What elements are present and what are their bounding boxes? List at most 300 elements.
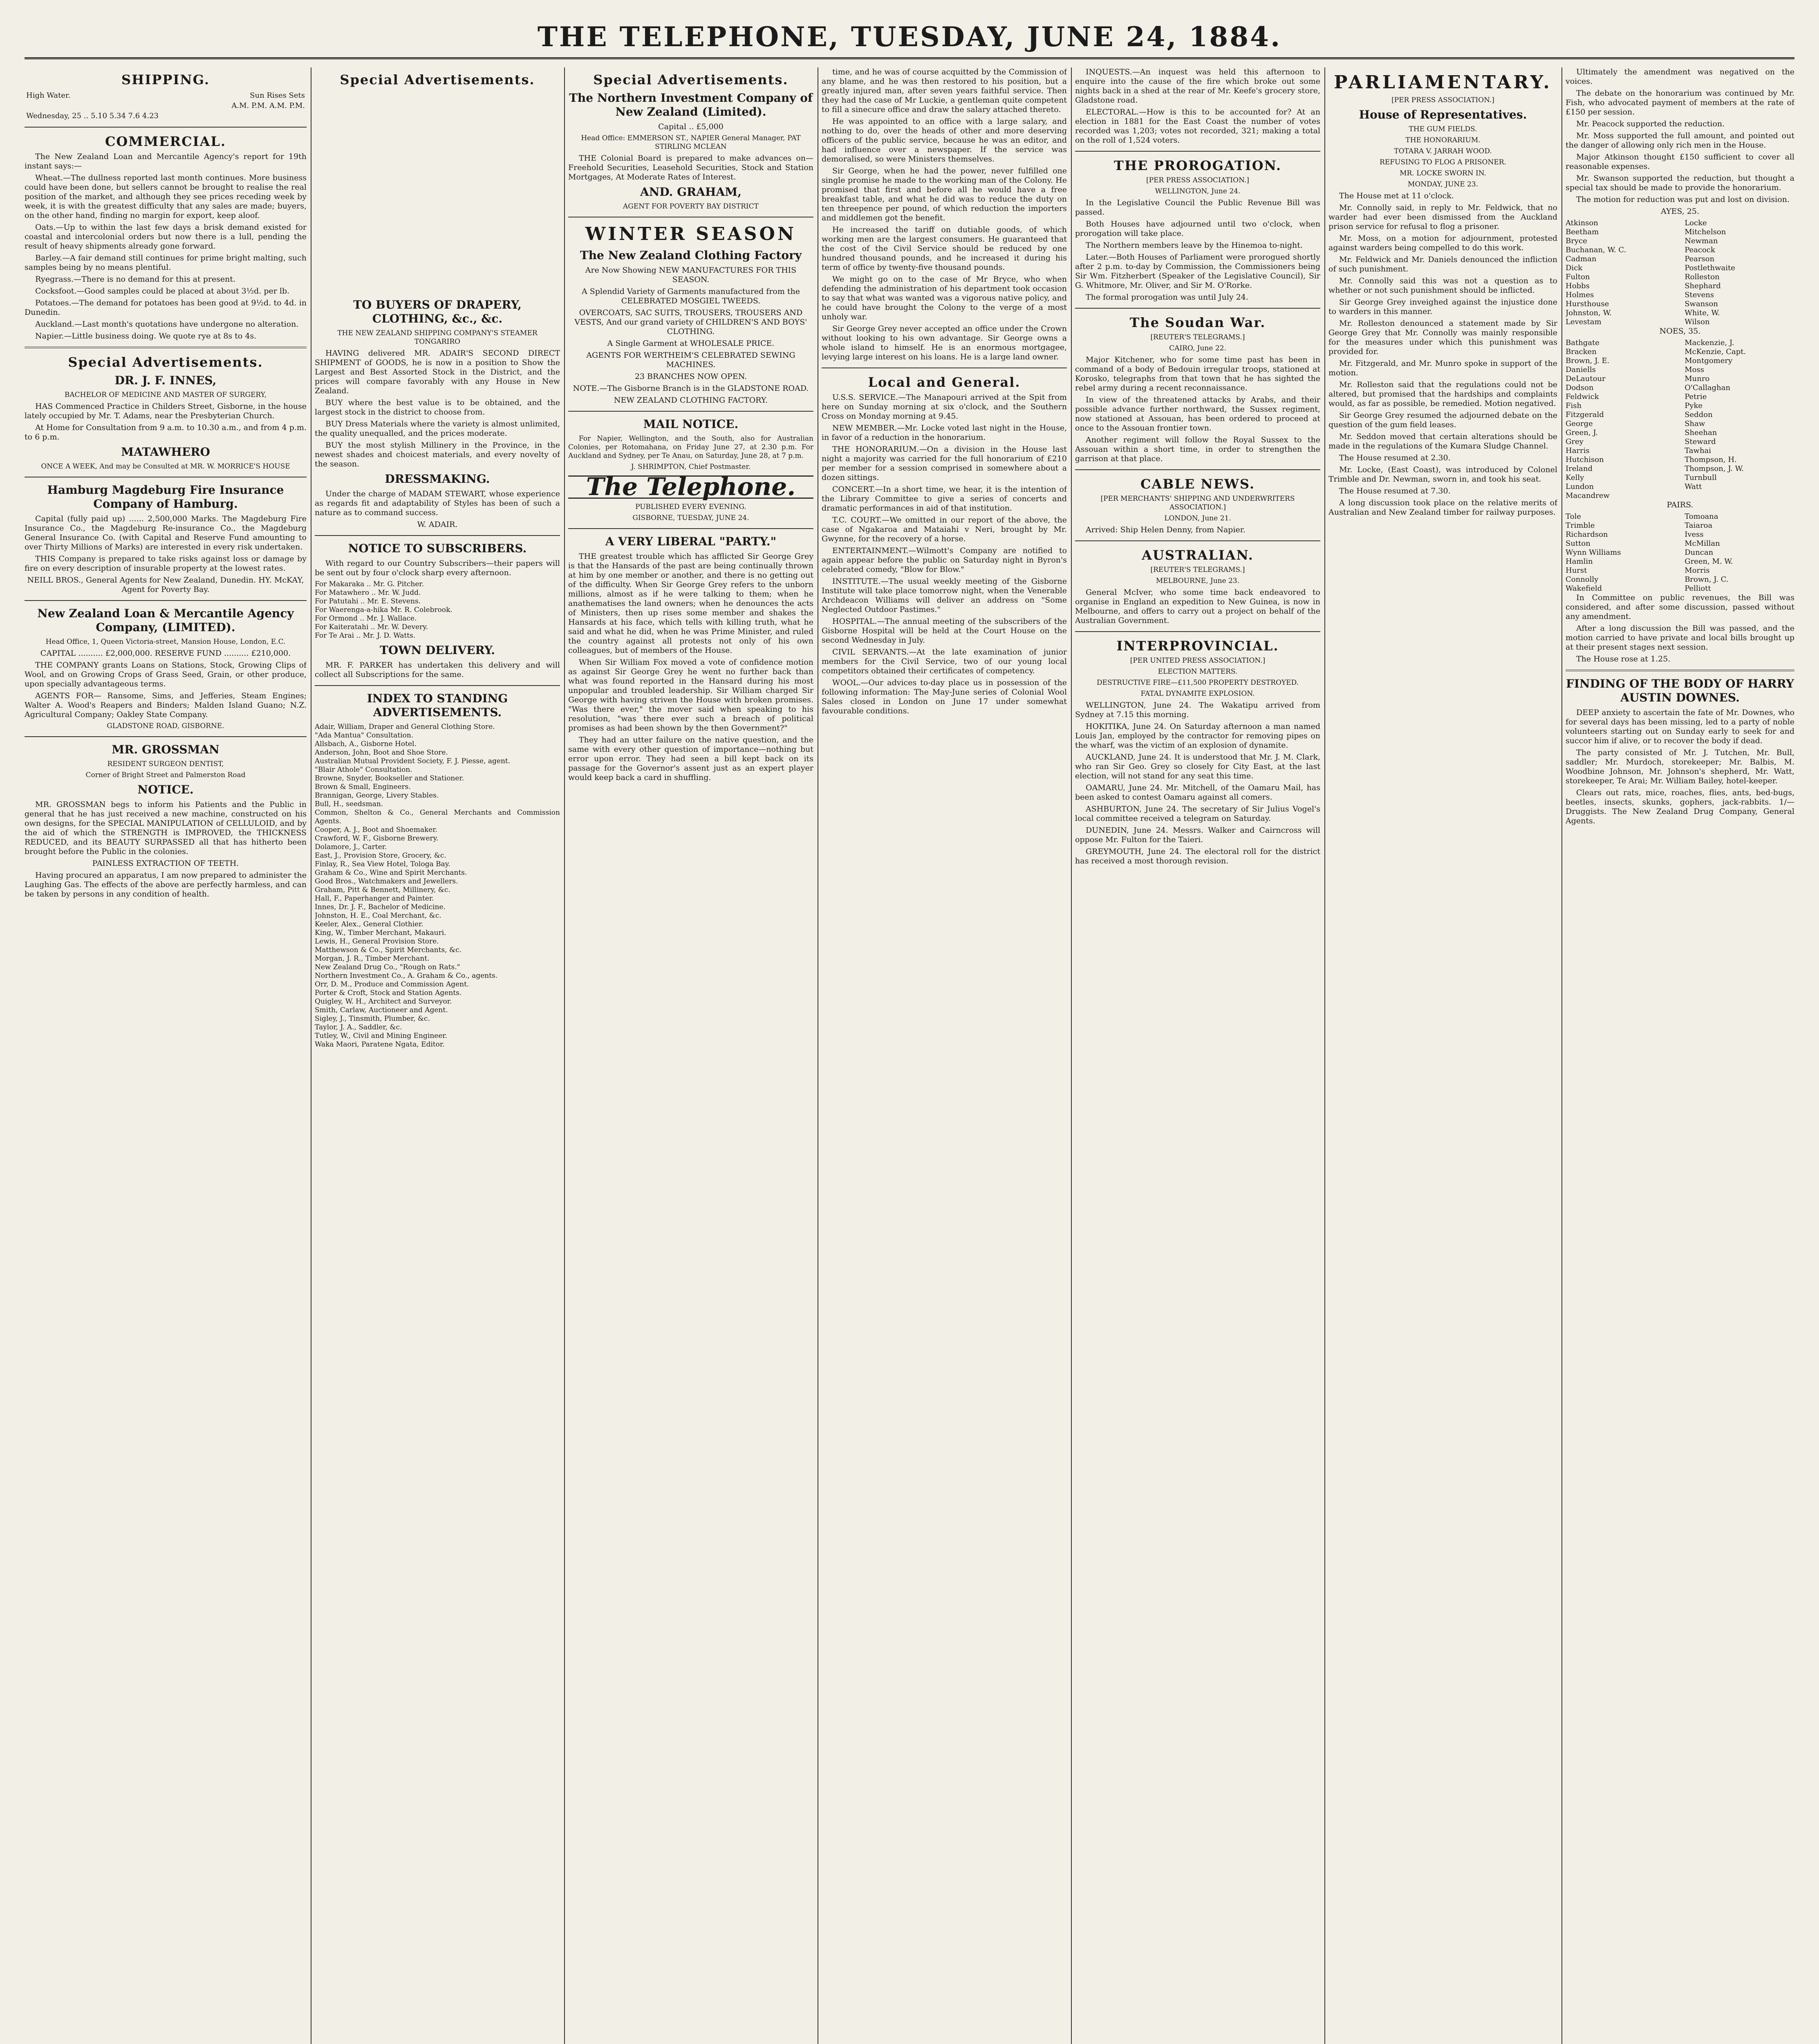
list-item: Bull, H., seedsman. (315, 800, 383, 808)
parl-cont-para: Mr. Moss supported the full amount, and pointed out the danger of allowing only rich men in the House. (1566, 131, 1794, 150)
list-item: Lewis, H., General Provision Store. (315, 937, 439, 946)
noes-row (1566, 356, 1794, 365)
matawhero-note: ONCE A WEEK, And may be Consulted at MR. W. MORRICE'S HOUSE (41, 462, 290, 471)
parl-head: REFUSING TO FLOG A PRISONER. (1380, 158, 1506, 166)
cable-para: Arrived: Ship Helen Denny, from Napier. (1086, 525, 1246, 534)
local-cont-para: ELECTORAL.—How is this to be accounted for? At an election in 1881 for the East Coast the number of votes recorded was 1,203; votes not recorded, 321; making a total on the roll of 1,524 voters. (1075, 108, 1320, 145)
noes-row (1566, 446, 1794, 455)
clothing-note: NOTE.—The Gisborne Branch is in the GLADSTONE ROAD. (573, 384, 809, 393)
list-item: For Waerenga-a-hika Mr. R. Colebrook. (315, 606, 453, 614)
parl-head: MR. LOCKE SWORN IN. (1400, 169, 1486, 177)
noes-row (1566, 419, 1794, 428)
list-item: Finlay, R., Sea View Hotel, Tologa Bay. (315, 860, 450, 868)
column-3 (568, 67, 813, 2044)
ayes-member: Johnston, W. (1566, 309, 1612, 317)
list-item: For Te Arai .. Mr. J. D. Watts. (315, 632, 416, 640)
ayes-member: Atkinson (1566, 219, 1598, 227)
inter-head: ELECTION MATTERS. (1158, 668, 1238, 676)
parl-cont-para: The motion for reduction was put and lost on division. (1576, 195, 1790, 204)
hamburg-title: Hamburg Magdeburg Fire Insurance Company of Hamburg. (47, 483, 284, 511)
noes-row (1566, 338, 1794, 347)
noes-member: Petrie (1685, 392, 1707, 401)
sun-heading: Sun Rises Sets (250, 91, 305, 100)
pairs-row (1566, 530, 1794, 539)
list-item: Australian Mutual Provident Society, F. J. Piesse, agent. (315, 757, 511, 765)
pairs-member: Taiaroa (1685, 521, 1713, 530)
leader-cont-para: He increased the tariff on dutiable goods, of which working men are the largest consumers. He guaranteed that the cost of the Civil Service should be reduced by one hundred thousand pounds, and he increased it during his term of office by twenty-five thousand pounds. (822, 225, 1067, 272)
parl-para: Sir George Grey resumed the adjourned debate on the question of the gum field leases. (1328, 411, 1557, 429)
ayes-member: Buchanan, W. C. (1566, 246, 1626, 254)
pairs-row (1566, 512, 1794, 521)
dressmaking-text: Under the charge of MADAM STEWART, whose experience as regards fit and adaptability of Styles has been of such a nature as to command success. (315, 489, 560, 517)
adair-buy: BUY where the best value is to be obtained, and the largest stock in the district to choose from. (315, 398, 560, 417)
list-item: Smith, Carlaw, Auctioneer and Agent. (315, 1006, 448, 1014)
pairs-member: Wakefield (1566, 584, 1602, 593)
ayes-member: Shephard (1685, 282, 1721, 290)
winter-season: WINTER SEASON (585, 224, 797, 244)
list-item: Good Bros., Watchmakers and Jewellers. (315, 877, 458, 885)
adair-dress: BUY Dress Materials where the variety is almost unlimited, the quality unequalled, and the prices moderate. (315, 419, 560, 438)
commercial-para: Cocksfoot.—Good samples could be placed at about 3½d. per lb. (35, 287, 290, 296)
grossman-title: MR. GROSSMAN (112, 743, 220, 756)
dressmaking-title: DRESSMAKING. (385, 472, 490, 486)
noes-member: Green, J. (1566, 428, 1598, 437)
ayes-row (1566, 291, 1794, 300)
list-item: Innes, Dr. J. F., Bachelor of Medicine. (315, 903, 446, 911)
list-item: Quigley, W. H., Architect and Surveyor. (315, 997, 452, 1006)
drapery-title: TO BUYERS OF DRAPERY, CLOTHING, &c., &c. (353, 298, 522, 325)
page-columns (25, 67, 1794, 2044)
local-para: ENTERTAINMENT.—Wilmott's Company are notified to again appear before the public on Saturday night in Byron's celebrated comedy, "Blow for Blow." (822, 546, 1067, 574)
local-para: NEW MEMBER.—Mr. Locke voted last night in the House, in favor of a reduction in the honorarium. (822, 424, 1067, 442)
list-item: Taylor, J. A., Saddler, &c. (315, 1023, 402, 1031)
subscribers-text: With regard to our Country Subscribers—their papers will be sent out by four o'clock sharp every afternoon. (315, 559, 560, 577)
commercial-body (25, 152, 307, 341)
noes-member: Daniells (1566, 365, 1596, 374)
leader-cont-para: He was appointed to an office with a large salary, and nothing to do, over the heads of other and more deserving officers of the public service, because he was an editor, and had influence over a newspaper. If the service was demoralised, so were Ministers themselves. (822, 117, 1067, 164)
ayes-member: Wilson (1685, 318, 1710, 326)
harry-title: FINDING OF THE BODY OF HARRY AUSTIN DOWNES. (1566, 677, 1794, 704)
list-item: Allsbach, A., Gisborne Hotel. (315, 740, 417, 748)
aus-title: AUSTRALIAN. (1142, 547, 1254, 563)
parl-assoc: [PER PRESS ASSOCIATION.] (1391, 96, 1494, 104)
aus-para: General McIver, who some time back endeavored to organise in England an expedition to New Guinea, is now in Melbourne, and offers to carry out a project on behalf of the Australian Government. (1075, 588, 1320, 625)
hamburg-text: Capital (fully paid up) ...... 2,500,000 Marks. The Magdeburg Fire Insurance Co., the Magdeburg Re-insurance Co., the Magdeburg General Insurance Co. (with Capital and Reserve Fund amounting to over Thirty Millions of Marks) are interested in every risk undertaken. (25, 514, 307, 551)
pairs-member: Tomoana (1685, 512, 1718, 521)
noes-member: Shaw (1685, 419, 1705, 428)
innes-hours: At Home for Consultation from 9 a.m. to 10.30 a.m., and from 4 p.m. to 6 p.m. (25, 423, 307, 442)
soudan-para: In view of the threatened attacks by Arabs, and their possible advance further northward, the Sussex regiment, now stationed at Assouan, has been ordered to proceed at once to the Assouan frontier town. (1075, 395, 1320, 433)
parliamentary-title: PARLIAMENTARY. (1334, 72, 1552, 93)
noes-row (1566, 392, 1794, 401)
list-item: Brannigan, George, Livery Stables. (315, 791, 439, 800)
noes-row (1566, 482, 1794, 491)
ayes-member: Postlethwaite (1685, 264, 1735, 272)
northern-text: THE Colonial Board is prepared to make advances on— Freehold Securities, Leasehold Securities, Stock and Station Mortgages, At Moderate Rates of Interest. (568, 154, 813, 182)
list-item: Matthewson & Co., Spirit Merchants, &c. (315, 946, 462, 954)
northern-agent-sub: AGENT FOR POVERTY BAY DISTRICT (623, 202, 759, 211)
aus-assoc: [REUTER'S TELEGRAMS.] (1150, 566, 1245, 574)
prorogation-assoc: [PER PRESS ASSOCIATION.] (1146, 176, 1249, 184)
cable-title: CABLE NEWS. (1140, 476, 1255, 492)
commercial-para: The New Zealand Loan and Mercantile Agency's report for 19th instant says:— (25, 152, 307, 170)
pairs-row (1566, 521, 1794, 530)
ayes-member: Holmes (1566, 291, 1594, 299)
prorogation-para: The formal prorogation was until July 24. (1086, 293, 1248, 302)
list-item: Graham, Pitt & Bennett, Millinery, &c. (315, 886, 450, 894)
inter-para: WELLINGTON, June 24. The Wakatipu arrived from Sydney at 7.15 this morning. (1075, 701, 1320, 719)
mail-text: For Napier, Wellington, and the South, also for Australian Colonies, per Rotomahana, on Friday June 27, at 2.30 p.m. For Auckland and Sydney, per Te Anau, on Saturday, June 28, at 7 p.m. (568, 435, 813, 460)
list-item: New Zealand Drug Co., "Rough on Rats." (315, 963, 460, 971)
innes-text: HAS Commenced Practice in Childers Street, Gisborne, in the house lately occupied by Mr. T. Adams, near the Presbyterian Church. (25, 402, 307, 420)
noes-row (1566, 383, 1794, 392)
parl-para: Mr. Fitzgerald, and Mr. Munro spoke in support of the motion. (1328, 359, 1557, 377)
ayes-member: White, W. (1685, 309, 1720, 317)
clothing-showing: Are Now Showing NEW MANUFACTURES FOR THIS SEASON. (585, 266, 797, 284)
nzloan-agents: AGENTS FOR— Ransome, Sims, and Jefferies, Steam Engines; Walter A. Wood's Reapers and Binders; Malden Island Guano; N.Z. Agricultural Company; Oakley State Company. (25, 691, 307, 719)
noes-row (1566, 455, 1794, 464)
pairs-row (1566, 548, 1794, 557)
adair-text: HAVING delivered MR. ADAIR'S SECOND DIRECT SHIPMENT of GOODS, he is now in a position to Show the Largest and Best Assorted Stock in the District, and the prices will compare favorably with any House in New Zealand. (315, 349, 560, 395)
list-item: East, J., Provision Store, Grocery, &c. (315, 852, 446, 860)
commercial-para: Potatoes.—The demand for potatoes has been good at 9½d. to 4d. in Dunedin. (25, 298, 307, 317)
pairs-title: PAIRS. (1667, 500, 1694, 509)
painless-title: PAINLESS EXTRACTION OF TEETH. (92, 859, 239, 868)
list-item: For Patutahi .. Mr. E. Stevens. (315, 597, 421, 605)
noes-member: Moss (1685, 365, 1704, 374)
inter-assoc: [PER UNITED PRESS ASSOCIATION.] (1130, 657, 1266, 665)
parl-more-para: After a long discussion the Bill was passed, and the motion carried to have private and local bills brought up at their present stages next session. (1566, 624, 1794, 652)
column-4 (822, 67, 1067, 2044)
noes-member (1685, 491, 1794, 500)
inter-para: GREYMOUTH, June 24. The electoral roll for the district has received a most thorough revision. (1075, 847, 1320, 865)
mail-signature: J. SHRIMPTON, Chief Postmaster. (631, 463, 751, 471)
parl-more-para: The House rose at 1.25. (1576, 654, 1671, 663)
list-item: Waka Maori, Paratene Ngata, Editor. (315, 1040, 445, 1049)
noes-member: Thompson, J. W. (1685, 464, 1744, 473)
commercial-para: Napier.—Little business doing. We quote rye at 8s to 4s. (35, 332, 257, 341)
list-item: Anderson, John, Boot and Shoe Store. (315, 749, 448, 757)
ayes-member: Swanson (1685, 300, 1718, 308)
parl-cont-para: The debate on the honorarium was continued by Mr. Fish, who advocated payment of members at the rate of £150 per session. (1566, 89, 1794, 117)
column-5 (1075, 67, 1320, 2044)
ayes-row (1566, 318, 1794, 327)
pairs-member: Tole (1566, 512, 1581, 521)
northern-office: Head Office: EMMERSON ST., NAPIER General Manager, PAT STIRLING MCLEAN (581, 134, 801, 151)
noes-row (1566, 464, 1794, 473)
ayes-member: Pearson (1685, 255, 1715, 263)
local-para: U.S.S. SERVICE.—The Manapouri arrived at the Spit from here on Sunday morning at six o'clock, and the Southern Cross on Monday morning at 9.45. (822, 393, 1067, 421)
northern-title: The Northern Investment Company of New Zealand (Limited). (569, 91, 813, 119)
noes-member: Macandrew (1566, 491, 1610, 500)
noes-row (1566, 374, 1794, 383)
parl-para: A long discussion took place on the relative merits of Australian and New Zealand timber for railway purposes. (1328, 498, 1557, 517)
ayes-row (1566, 273, 1794, 282)
pairs-member: Wynn Williams (1566, 548, 1621, 557)
clothing-wholesale: A Single Garment at WHOLESALE PRICE. (607, 339, 775, 348)
noes-member: Grey (1566, 437, 1584, 446)
noes-member: Kelly (1566, 473, 1584, 482)
northern-capital: Capital .. £5,000 (658, 122, 724, 131)
agent-list (315, 580, 560, 640)
grossman-addr: Corner of Bright Street and Palmerston Road (85, 771, 246, 779)
pairs-member: Connolly (1566, 575, 1599, 584)
index-list (315, 723, 560, 1049)
list-item: For Kaiteratahi .. Mr. W. Devery. (315, 623, 428, 631)
inter-head: DESTRUCTIVE FIRE—£11,500 PROPERTY DESTROYED. (1096, 679, 1299, 687)
leader-para: They had an utter failure on the native question, and the same with every other question of importance—nothing but error upon error. They had seen a bill kept back on its passage for the Governor's assent just as an expert player would keep back a card in shuffling. (568, 735, 813, 782)
inter-title: INTERPROVINCIAL. (1116, 638, 1279, 654)
mail-title: MAIL NOTICE. (643, 417, 739, 431)
local-para: INSTITUTE.—The usual weekly meeting of the Gisborne Institute will take place tomorrow night, when the Venerable Archdeacon Williams will deliver an address on "Some Neglected Outdoor Pastimes." (822, 577, 1067, 614)
ayes-row (1566, 237, 1794, 246)
parl-para: The House resumed at 2.30. (1339, 453, 1451, 462)
clothing-text: A Splendid Variety of Garments manufactured from the CELEBRATED MOSGIEL TWEEDS. (581, 287, 800, 305)
col2-heading: Special Advertisements. (340, 72, 535, 87)
list-item: "Ada Mantua" Consultation. (315, 731, 414, 740)
noes-member: George (1566, 419, 1593, 428)
leader-para: When Sir William Fox moved a vote of confidence motion as against Sir George Grey he went no further back than what was found reported in the Hansard during his most unpopular and troubled leadership. Sir William charged Sir George with having striven the House with broken promises. "Was there ever," the mover said when speaking to his resolution, "was there ever such a breach of political promises as had been shown by the then Government?" (568, 658, 813, 733)
column-6 (1328, 67, 1557, 2044)
list-item: Brown & Small, Engineers. (315, 783, 411, 791)
ayes-row (1566, 228, 1794, 237)
column-2 (315, 67, 560, 2044)
northern-agent: AND. GRAHAM, (640, 185, 741, 199)
delivery-title: TOWN DELIVERY. (379, 643, 495, 657)
parl-para: Sir George Grey inveighed against the injustice done to warders in this manner. (1328, 298, 1557, 316)
parl-more-para: In Committee on public revenues, the Bill was considered, and after some discussion, passed without any amendment. (1566, 593, 1794, 621)
pairs-member: Richardson (1566, 530, 1608, 539)
list-item: Graham & Co., Wine and Spirit Merchants. (315, 869, 467, 877)
leader-para: THE greatest trouble which has afflicted Sir George Grey is that the Hansards of the past are being continually thrown at him by one member or another, and there is no getting out of the difficulty. When Sir George Grey refers to the unborn millions, almost as if he were talking to them; when he anathematises the land owners; when he denounces the acts of Ministers, then up rises some member and shakes the Hansards at his face, which tells with killing truth, what he said and what he did, when he was Prime Minister, and ruled the country against all protests not only of his own colleagues, but of members of the House. (568, 552, 813, 655)
list-item: Keeler, Alex., General Clothier. (315, 920, 423, 928)
local-para: WOOL.—Our advices to-day place us in possession of the following information: The May-June series of Colonial Wool Sales closed in London on June 17 under somewhat favourable conditions. (822, 678, 1067, 715)
list-item: Adair, William, Draper and General Clothing Store. (315, 723, 495, 731)
local-para: CIVIL SERVANTS.—At the late examination of junior members for the Civil Service, two of our young local competitors obtained their certificates of competency. (822, 648, 1067, 675)
parl-cont-para: Major Atkinson thought £150 sufficient to cover all reasonable expenses. (1566, 152, 1794, 171)
house-title: House of Representatives. (1359, 108, 1527, 121)
list-item: Johnston, H. E., Coal Merchant, &c. (315, 912, 441, 920)
harry-para: DEEP anxiety to ascertain the fate of Mr. Downes, who for several days has been missing, led to a party of noble volunteers starting out on Sunday early to seek for and succor him if alive, or to recover the body if dead. (1566, 708, 1794, 745)
prorogation-para: In the Legislative Council the Public Revenue Bill was passed. (1075, 198, 1320, 217)
left-ads-heading: Special Advertisements. (68, 354, 263, 370)
local-cont-para: INQUESTS.—An inquest was held this afternoon to enquire into the cause of the fire which broke out some nights back in a shed at the rear of Mr. Keefe's grocery store, Gladstone road. (1075, 67, 1320, 105)
noes-member: Turnbull (1685, 473, 1717, 482)
harry-para: Clears out rats, mice, roaches, flies, ants, bed-bugs, beetles, insects, skunks, gophers, jack-rabbits. 1/— Druggists. The New Zealand Drug Company, General Agents. (1566, 788, 1794, 825)
tide-row: Wednesday, 25 .. 5.10 5.34 7.6 4.23 (26, 112, 159, 120)
ayes-member: Newman (1685, 237, 1718, 245)
list-item: Morgan, J. R., Timber Merchant. (315, 955, 430, 963)
parl-para: Mr. Rolleston denounced a statement made by Sir George Grey that Mr. Connolly was mainly responsible for the measures under which this punishment was provided for. (1328, 319, 1557, 356)
noes-list (1566, 338, 1794, 500)
pairs-member: McMillan (1685, 539, 1720, 548)
masthead: THE TELEPHONE, TUESDAY, JUNE 24, 1884. (25, 16, 1794, 59)
ayes-member: Beetham (1566, 228, 1599, 236)
noes-member: Pyke (1685, 401, 1703, 410)
ayes-member: Peacock (1685, 246, 1715, 254)
noes-row (1566, 365, 1794, 374)
ayes-member: Fulton (1566, 273, 1590, 281)
ayes-member: Cadman (1566, 255, 1597, 263)
parl-head: THE GUM FIELDS. (1409, 125, 1477, 133)
list-item: King, W., Timber Merchant, Makauri. (315, 929, 446, 937)
local-title: Local and General. (868, 374, 1021, 390)
noes-member: McKenzie, Capt. (1685, 347, 1746, 356)
ayes-member: Hursthouse (1566, 300, 1609, 308)
noes-member: Harris (1566, 446, 1590, 455)
inter-para: OAMARU, June 24. Mr. Mitchell, of the Oamaru Mail, has been asked to contest Oamaru against all comers. (1075, 783, 1320, 802)
list-item: Browne, Snyder, Bookseller and Stationer. (315, 774, 464, 782)
commercial-para: Oats.—Up to within the last few days a brisk demand existed for coastal and intercolonial orders but now there is a lull, pending the result of heavy shipments already gone forward. (25, 223, 307, 251)
pairs-member: Green, M. W. (1685, 557, 1733, 566)
pairs-row (1566, 584, 1794, 593)
subscribers-title: NOTICE TO SUBSCRIBERS. (348, 542, 527, 555)
inter-para: DUNEDIN, June 24. Messrs. Walker and Cairncross will oppose Mr. Fulton for the Taieri. (1075, 826, 1320, 844)
parl-para: Mr. Connolly said, in reply to Mr. Feldwick, that no warder had ever been dismissed from the Auckland prison service for refusal to flog a prisoner. (1328, 203, 1557, 231)
commercial-para: Barley.—A fair demand still continues for prime bright malting, such samples being by no means plentiful. (25, 253, 307, 272)
noes-member: Bathgate (1566, 338, 1599, 347)
leader-cont-para: Sir George, when he had the power, never fulfilled one single promise he made to the working man of the Colony. He promised that first and before all he would have a free breakfast table, and what he did was to reduce the duty on ten threepence per pound, of which reduction the importers and middlemen got the benefit. (822, 166, 1067, 222)
ayes-row (1566, 264, 1794, 273)
pairs-row (1566, 575, 1794, 584)
noes-member: Montgomery (1685, 356, 1733, 365)
ayes-row (1566, 309, 1794, 318)
pairs-member: Hurst (1566, 566, 1587, 575)
grossman-sub: RESIDENT SURGEON DENTIST, (107, 760, 224, 768)
nzloan-title: New Zealand Loan & Mercantile Agency Company, (LIMITED). (37, 607, 294, 634)
ayes-row (1566, 255, 1794, 264)
pairs-member: Pelliott (1685, 584, 1711, 593)
noes-member: Tawhai (1685, 446, 1711, 455)
noes-member: Seddon (1685, 410, 1713, 419)
innes-title: DR. J. F. INNES, (114, 374, 217, 387)
soudan-dateline: CAIRO, June 22. (1169, 344, 1226, 352)
noes-row (1566, 428, 1794, 437)
noes-row (1566, 491, 1794, 500)
commercial-para: Ryegrass.—There is no demand for this at present. (35, 275, 236, 284)
list-item: For Matawhero .. Mr. W. Judd. (315, 589, 421, 597)
ayes-member: Bryce (1566, 237, 1587, 245)
parl-para: Mr. Locke, (East Coast), was introduced by Colonel Trimble and Dr. Newman, sworn in, and took his seat. (1328, 465, 1557, 484)
notice-text: MR. GROSSMAN begs to inform his Patients and the Public in general that he has just received a new machine, constructed on his own designs, for the SPECIAL MANIPULATION of CELLULOID, and by the aid of which the STRENGTH is IMPROVED, the THICKNESS REDUCED, and its BEAUTY SURPASSED all that has hitherto been brought before the Public in the colonies. (25, 800, 307, 856)
soudan-para: Another regiment will follow the Royal Sussex to the Assouan within a short time, in order to strengthen the garrison at that place. (1075, 435, 1320, 463)
leader-cont-para: Sir George Grey never accepted an office under the Crown without looking to his own advantage. Sir George owns a whole island to himself. He is an enormous mortgagee, levying large interest on his loans. He is a large land owner. (822, 324, 1067, 361)
soudan-para: Major Kitchener, who for some time past has been in command of a body of Bedouin irregular troops, stationed at Korosko, telegraphs from that town that he has sighted the rebel army during a recent reconnaissance. (1075, 355, 1320, 392)
parl-cont-para: Ultimately the amendment was negatived on the voices. (1566, 67, 1794, 86)
list-item: Northern Investment Co., A. Graham & Co., agents. (315, 972, 498, 980)
clothing-factory: NEW ZEALAND CLOTHING FACTORY. (614, 396, 768, 405)
ayes-list (1566, 219, 1794, 327)
commercial-para: Auckland.—Last month's quotations have undergone no alteration. (35, 320, 299, 329)
pairs-list (1566, 512, 1794, 593)
ayes-row (1566, 300, 1794, 309)
noes-row (1566, 401, 1794, 410)
noes-member: Lundon (1566, 482, 1594, 491)
shipping-co: THE NEW ZEALAND SHIPPING COMPANY'S STEAMER TONGARIRO (337, 329, 538, 346)
list-item: Tutley, W., Civil and Mining Engineer. (315, 1032, 448, 1040)
paper-date: GISBORNE, TUESDAY, JUNE 24. (632, 514, 749, 522)
prorogation-title: THE PROROGATION. (1114, 158, 1281, 173)
pairs-member: Trimble (1566, 521, 1595, 530)
pairs-row (1566, 539, 1794, 548)
parl-date: MONDAY, JUNE 23. (1407, 180, 1478, 188)
index-title: INDEX TO STANDING ADVERTISEMENTS. (367, 692, 508, 719)
shipping-heading: SHIPPING. (121, 72, 210, 87)
cable-dateline: LONDON, June 21. (1164, 514, 1231, 522)
ayes-member: Dick (1566, 264, 1583, 272)
parl-para: Mr. Rolleston said that the regulations could not be altered, but promised that the hardships and complaints would, as far as possible, be remedied. Motion negatived. (1328, 380, 1557, 408)
pairs-member: Brown, J. C. (1685, 575, 1729, 584)
noes-row (1566, 410, 1794, 419)
leader-title: A VERY LIBERAL "PARTY." (605, 535, 777, 548)
local-para: HOSPITAL.—The annual meeting of the subscribers of the Gisborne Hospital will be held at the Court House on the second Wednesday in July. (822, 617, 1067, 645)
local-para: T.C. COURT.—We omitted in our report of the above, the case of Ngakaroa and Mataiahi v Neri, brought by Mr. Gwynne, for the recovery of a horse. (822, 515, 1067, 543)
local-para: THE HONORARIUM.—On a division in the House last night a majority was carried for the full honorarium of £210 per member for a session comprised in somewhere about a dozen sittings. (822, 445, 1067, 482)
noes-member: Hutchison (1566, 455, 1604, 464)
list-item: Common, Shelton & Co., General Merchants and Commission Agents. (315, 809, 560, 825)
painless-text: Having procured an apparatus, I am now prepared to administer the Laughing Gas. The effects of the above are perfectly harmless, and can be taken by persons in any condition of health. (25, 871, 307, 899)
nzloan-text: THE COMPANY grants Loans on Stations, Stock, Growing Clips of Wool, and on Growing Crops of Grass Seed, Grain, or other produce, upon specially advantageous terms. (25, 661, 307, 688)
noes-member: Mackenzie, J. (1685, 338, 1734, 347)
parl-para: The House met at 11 o'clock. (1339, 191, 1454, 200)
tide-cols: A.M. P.M. A.M. P.M. (231, 101, 305, 110)
column-1 (25, 67, 307, 2044)
hamburg-text2: THIS Company is prepared to take risks against loss or damage by fire on every description of insurable property at the lowest rates. (25, 554, 307, 573)
paper-sub: PUBLISHED EVERY EVENING. (635, 503, 746, 511)
pairs-row (1566, 557, 1794, 566)
noes-member: O'Callaghan (1685, 383, 1731, 392)
hamburg-agent: NEILL BROS., General Agents for New Zealand, Dunedin. HY. McKAY, Agent for Poverty Bay. (27, 576, 304, 594)
soudan-title: The Soudan War. (1129, 315, 1266, 330)
local-para: CONCERT.—In a short time, we hear, it is the intention of the Library Committee to give a series of concerts and dramatic performances in aid of that institution. (822, 485, 1067, 513)
list-item: Orr, D. M., Produce and Commission Agent. (315, 980, 469, 988)
commercial-heading: COMMERCIAL. (105, 134, 226, 149)
pairs-row (1566, 566, 1794, 575)
prorogation-para: The Northern members leave by the Hinemoa to-night. (1086, 241, 1303, 250)
delivery-text: MR. F. PARKER has undertaken this delivery and will collect all Subscriptions for the same. (315, 661, 560, 679)
paper-nameplate: The Telephone. (568, 475, 813, 499)
inter-para: ASHBURTON, June 24. The secretary of Sir Julius Vogel's local committee received a telegram on Saturday. (1075, 805, 1320, 823)
notice-title: NOTICE. (137, 783, 194, 796)
noes-member: Thompson, H. (1685, 455, 1737, 464)
parl-cont-para: Mr. Peacock supported the reduction. (1576, 119, 1725, 128)
noes-member: Feldwick (1566, 392, 1599, 401)
parl-para: Mr. Feldwick and Mr. Daniels denounced the infliction of such punishment. (1328, 255, 1557, 273)
adair-signature: W. ADAIR. (417, 520, 458, 529)
adair-millinery: BUY the most stylish Millinery in the Province, in the newest shades and choicest materials, and every novelty of the season. (315, 441, 560, 468)
noes-member: Bracken (1566, 347, 1597, 356)
column-7 (1566, 67, 1794, 2044)
parl-para: Mr. Seddon moved that certain alterations should be made in the regulations of the Kumara Sludge Channel. (1328, 432, 1557, 450)
clothing-branches: 23 BRANCHES NOW OPEN. (634, 372, 747, 381)
tide-heading: High Water. (26, 91, 71, 100)
noes-member: Dodson (1566, 383, 1594, 392)
list-item: For Makaraka .. Mr. G. Pitcher. (315, 580, 424, 588)
nzloan-office: Head Office, 1, Queen Victoria-street, Mansion House, London, E.C. (45, 638, 286, 646)
parl-para: The House resumed at 7.30. (1339, 486, 1451, 495)
ayes-row (1566, 282, 1794, 291)
list-item: Dolamore, J., Carter. (315, 843, 387, 851)
ayes-row (1566, 246, 1794, 255)
parl-head: TOTARA V. JARRAH WOOD. (1394, 147, 1492, 155)
noes-row (1566, 347, 1794, 356)
innes-sub: BACHELOR OF MEDICINE AND MASTER OF SURGERY, (64, 391, 267, 399)
noes-member: Fitzgerald (1566, 410, 1604, 419)
parl-head: THE HONORARIUM. (1405, 136, 1481, 144)
pairs-member: Sutton (1566, 539, 1591, 548)
aus-dateline: MELBOURNE, June 23. (1156, 577, 1240, 585)
ayes-title: AYES, 25. (1661, 207, 1699, 216)
